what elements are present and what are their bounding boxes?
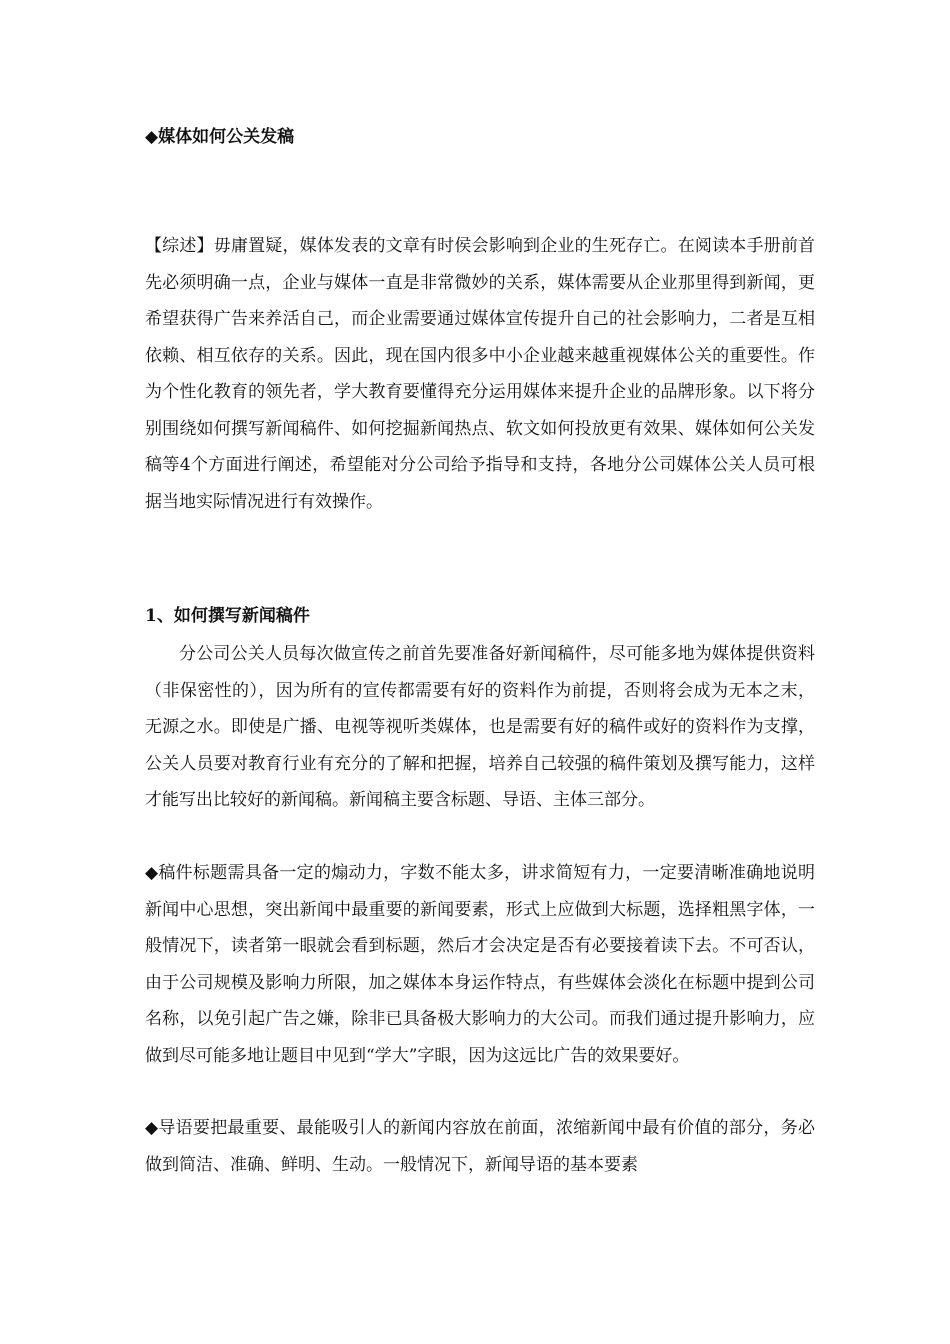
lead-guideline-paragraph: ◆导语要把最重要、最能吸引人的新闻内容放在前面，浓缩新闻中最有价值的部分，务必做到简洁、准确、鲜明、生动。一般情况下，新闻导语的基本要素	[145, 1118, 815, 1175]
section-heading: 1、如何撰写新闻稿件	[145, 606, 310, 626]
summary-paragraph: 【综述】毋庸置疑，媒体发表的文章有时侯会影响到企业的生死存亡。在阅读本手册前首先必须明确一点，企业与媒体一直是非常微妙的关系，媒体需要从企业那里得到新闻，更希望获得广告来养活自己，而企业需要通过媒体宣传提升自己的社会影响力，二者是互相依赖、相互依存的关系。因此，现在国内很多中小企业越来越重视媒体公关的重要性。作为个性化教育的领先者，学大教育要懂得充分运用媒体来提升企业的品牌形象。以下将分别围绕如何撰写新闻稿件、如何挖掘新闻热点、软文如何投放更有效果、媒体如何公关发稿等4个方面进行阐述，希望能对分公司给予指导和支持，各地分公司媒体公关人员可根据当地实际情况进行有效操作。	[145, 236, 815, 512]
intro-paragraph: 分公司公关人员每次做宣传之前首先要准备好新闻稿件，尽可能多地为媒体提供资料（非保密性的），因为所有的宣传都需要有好的资料作为前提，否则将会成为无本之末，无源之水。即使是广播、电视等视听类媒体，也是需要有好的稿件或好的资料作为支撑，公关人员要对教育行业有充分的了解和把握，培养自己较强的稿件策划及撰写能力，这样才能写出比较好的新闻稿。新闻稿主要含标题、导语、主体三部分。	[145, 644, 815, 810]
document-title: ◆媒体如何公关发稿	[145, 127, 295, 147]
title-guideline-paragraph: ◆稿件标题需具备一定的煽动力，字数不能太多，讲求简短有力，一定要清晰准确地说明新闻中心思想，突出新闻中最重要的新闻要素，形式上应做到大标题，选择粗黑字体，一般情况下，读者第一眼就会看到标题，然后才会决定是否有必要接着读下去。不可否认，由于公司规模及影响力所限，加之媒体本身运作特点，有些媒体会淡化在标题中提到公司名称，以免引起广告之嫌，除非已具备极大影响力的大公司。而我们通过提升影响力，应做到尽可能多地让题目中见到“学大”字眼，因为这远比广告的效果要好。	[145, 863, 815, 1066]
